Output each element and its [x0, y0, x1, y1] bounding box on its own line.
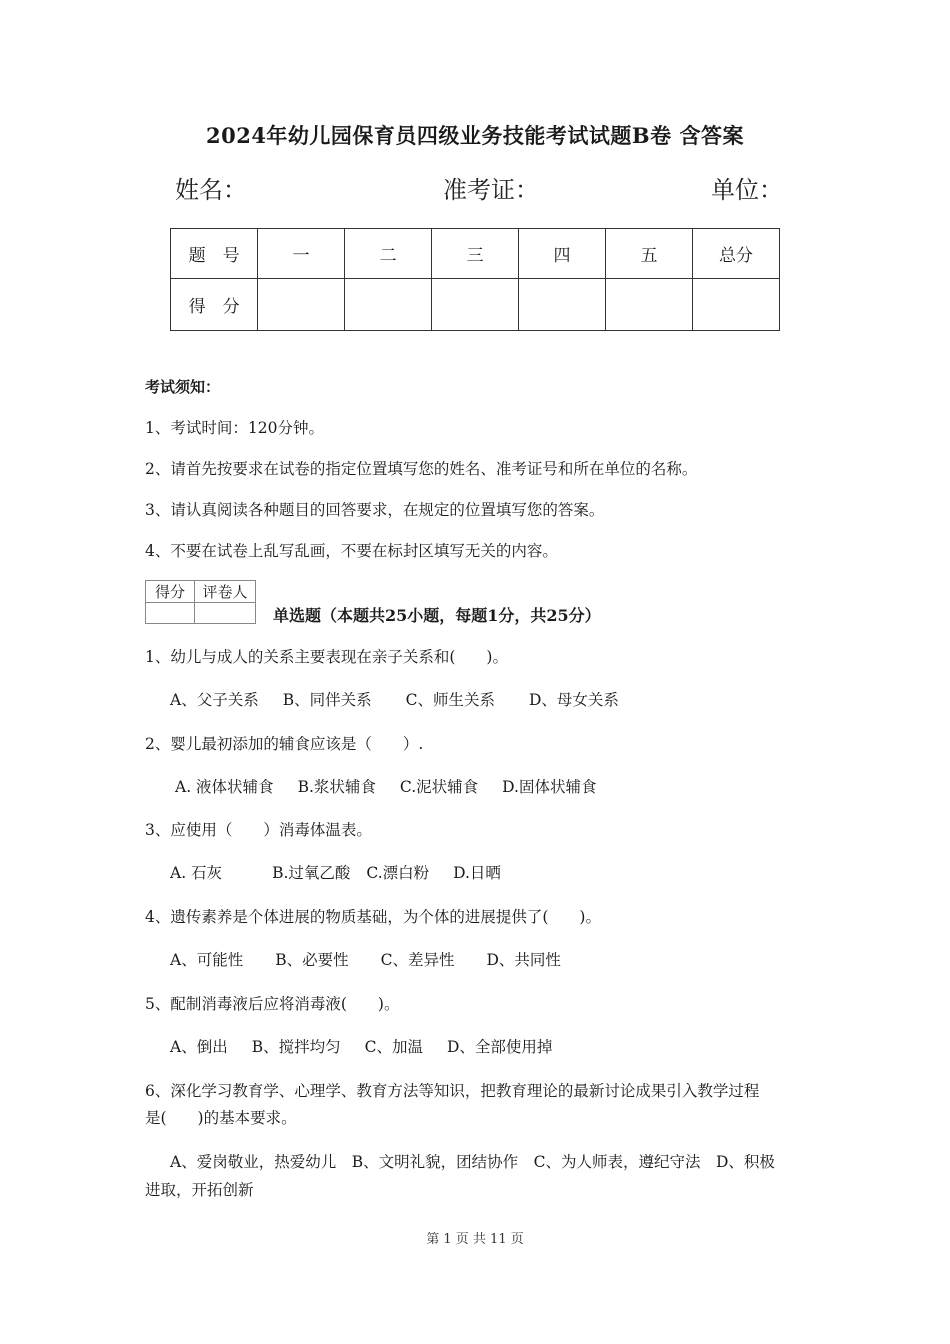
question-options	[170, 687, 619, 714]
score-table-score-row	[171, 279, 780, 331]
option: A、可能性	[170, 951, 244, 969]
question-stem: 2、婴儿最初添加的辅食应该是（ ）.	[145, 735, 424, 753]
notice-item: 4、不要在试卷上乱写乱画，不要在标封区填写无关的内容。	[145, 542, 558, 560]
score-header-cell: 总分	[692, 229, 779, 279]
question-stem: 5、配制消毒液后应将消毒液( )。	[145, 995, 400, 1013]
question-options-continued: 进取，开拓创新	[145, 1181, 254, 1199]
notice-heading: 考试须知：	[145, 378, 221, 396]
grader-score-cell	[146, 603, 195, 624]
option: B、同伴关系	[282, 691, 372, 709]
unit-label: 单位：	[711, 176, 783, 204]
page-footer: 第 1 页 共 11 页	[426, 1232, 524, 1247]
section-heading: 单选题（本题共25小题，每题1分，共25分）	[273, 606, 601, 625]
option: A、父子关系	[170, 691, 259, 709]
question-options	[170, 860, 501, 887]
question-options	[170, 947, 561, 974]
question-stem: 6、深化学习教育学、心理学、教育方法等知识，把教育理论的最新讨论成果引入教学过程	[145, 1082, 760, 1100]
score-table-header-row	[171, 229, 780, 279]
option: D.固体状辅食	[502, 778, 597, 796]
score-cell	[606, 279, 693, 331]
score-table	[170, 228, 780, 331]
option: B、搅拌均匀	[251, 1038, 341, 1056]
question-options: A、爱岗敬业，热爱幼儿 B、文明礼貌，团结协作 C、为人师表，遵纪守法 D、积极	[170, 1153, 775, 1171]
grader-score-label: 得分	[146, 581, 195, 603]
candidate-info	[175, 170, 785, 204]
option: A. 液体状辅食	[175, 778, 274, 796]
question-stem: 1、幼儿与成人的关系主要表现在亲子关系和( )。	[145, 648, 508, 666]
score-header-cell: 二	[345, 229, 432, 279]
score-header-cell: 题 号	[171, 229, 258, 279]
question-options	[170, 1034, 552, 1061]
option: A. 石灰	[170, 864, 223, 882]
score-cell	[258, 279, 345, 331]
score-header-cell: 三	[432, 229, 519, 279]
grader-reviewer-cell	[195, 603, 256, 624]
name-label: 姓名：	[175, 176, 247, 204]
option: C、加温	[364, 1038, 423, 1056]
score-header-cell: 四	[519, 229, 606, 279]
score-cell	[692, 279, 779, 331]
option: D、母女关系	[528, 691, 619, 709]
option: C.漂白粉	[366, 864, 430, 882]
score-cell	[432, 279, 519, 331]
grader-box	[145, 580, 256, 624]
question-stem: 3、应使用（ ）消毒体温表。	[145, 821, 372, 839]
page-title: 2024年幼儿园保育员四级业务技能考试试题B卷 含答案	[205, 123, 744, 148]
score-header-cell: 五	[606, 229, 693, 279]
grader-reviewer-label: 评卷人	[195, 581, 256, 603]
option: D、全部使用掉	[446, 1038, 553, 1056]
option: B.过氧乙酸	[272, 864, 351, 882]
option: C、师生关系	[405, 691, 495, 709]
exam-number-label: 准考证：	[443, 176, 539, 204]
option: B、必要性	[275, 951, 349, 969]
option: D.日晒	[453, 864, 501, 882]
option: A、倒出	[170, 1038, 228, 1056]
score-cell	[519, 279, 606, 331]
option: C.泥状辅食	[399, 778, 479, 796]
score-header-cell: 一	[258, 229, 345, 279]
notice-item: 3、请认真阅读各种题目的回答要求，在规定的位置填写您的答案。	[145, 501, 605, 519]
question-stem-continued: 是( )的基本要求。	[145, 1109, 297, 1127]
question-stem: 4、遗传素养是个体进展的物质基础，为个体的进展提供了( )。	[145, 908, 601, 926]
option: B.浆状辅食	[297, 778, 376, 796]
notice-item: 1、考试时间：120分钟。	[145, 419, 324, 437]
option: C、差异性	[380, 951, 455, 969]
option: D、共同性	[486, 951, 561, 969]
question-options	[175, 774, 596, 801]
score-row-label: 得 分	[171, 279, 258, 331]
score-cell	[345, 279, 432, 331]
notice-item: 2、请首先按要求在试卷的指定位置填写您的姓名、准考证号和所在单位的名称。	[145, 460, 698, 478]
